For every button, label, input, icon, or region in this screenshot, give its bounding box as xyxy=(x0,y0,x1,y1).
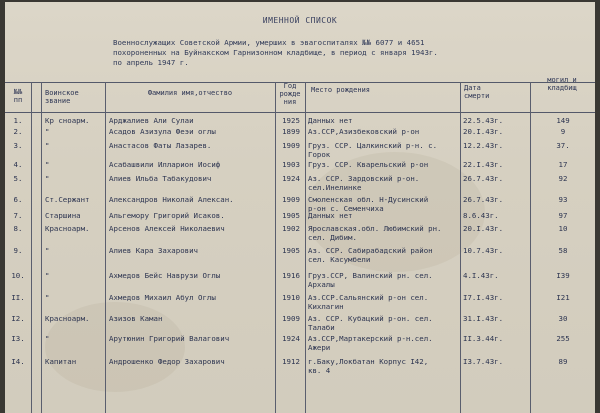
header-name: Фамилия имя,отчество xyxy=(147,89,233,97)
cell-name: Азизов Каман xyxy=(109,315,163,323)
cell-birthplace: Данных нет xyxy=(308,212,353,220)
column-divider xyxy=(31,82,32,413)
cell-death-date: 20.I.43г. xyxy=(463,128,504,136)
cell-death-date: 26.7.43г. xyxy=(463,196,504,204)
cell-birth-year: 1909 xyxy=(282,315,300,323)
cell-number: 6. xyxy=(13,196,23,204)
header-bottom-border xyxy=(5,112,595,113)
column-divider xyxy=(530,82,531,413)
cell-grave: 149 xyxy=(556,117,570,125)
cell-death-date: 10.7.43г. xyxy=(463,247,504,255)
cell-name: Ахмедов Михаил Абул Оглы xyxy=(109,294,216,302)
cell-birth-year: 1909 xyxy=(282,142,300,150)
cell-name: Анастасов Фаты Лазарев. xyxy=(109,142,212,150)
cell-rank: Старшина xyxy=(45,212,81,220)
cell-name: Альгемору Григорий Исаков. xyxy=(109,212,225,220)
cell-death-date: II.3.44г. xyxy=(463,335,504,343)
cell-death-date: 22.5.43г. xyxy=(463,117,504,125)
cell-birthplace: Аз. ССР. Зардовский р-он. сел.Инелинке xyxy=(308,175,420,192)
cell-birth-year: 1909 xyxy=(282,196,300,204)
cell-birthplace: Аз.ССР,Азизбековский р-он xyxy=(308,128,420,136)
cell-death-date: 26.7.43г. xyxy=(463,175,504,183)
cell-number: II. xyxy=(11,294,25,302)
header-death-date: Дата смерти xyxy=(464,84,490,100)
column-divider xyxy=(460,82,461,413)
cell-grave: 58 xyxy=(558,247,568,255)
cell-rank: Красноарм. xyxy=(45,315,90,323)
cell-rank: " xyxy=(45,335,50,343)
cell-name: Александров Николай Алексан. xyxy=(109,196,234,204)
cell-death-date: 31.I.43г. xyxy=(463,315,504,323)
document-sheet xyxy=(5,2,595,413)
cell-birth-year: 1905 xyxy=(282,247,300,255)
cell-grave: 93 xyxy=(558,196,568,204)
cell-name: Асабашвили Илларион Иосиф xyxy=(109,161,221,169)
column-divider xyxy=(305,82,306,413)
cell-rank: " xyxy=(45,142,50,150)
cell-number: 4. xyxy=(13,161,23,169)
cell-death-date: 22.I.43г. xyxy=(463,161,504,169)
header-grave: могил и кладбищ xyxy=(547,76,577,92)
cell-grave: 37. xyxy=(556,142,570,150)
cell-death-date: 4.I.43г. xyxy=(463,272,499,280)
cell-birthplace: Груз. ССР. Цалкинский р-н. с. Горок xyxy=(308,142,438,159)
cell-grave: 10 xyxy=(558,225,568,233)
cell-birth-year: 1924 xyxy=(282,335,300,343)
cell-birthplace: Данных нет xyxy=(308,117,353,125)
cell-grave: I21 xyxy=(556,294,570,302)
cell-rank: " xyxy=(45,175,50,183)
header-rank: Воинское звание xyxy=(45,89,79,105)
header-birth-year: Год рожде ния xyxy=(279,82,301,106)
cell-birth-year: 1902 xyxy=(282,225,300,233)
cell-name: Арсенов Алексей Николаевич xyxy=(109,225,225,233)
cell-rank: " xyxy=(45,294,50,302)
cell-birthplace: Груз.ССР, Валинский рн. сел. Архалы xyxy=(308,272,433,289)
cell-number: I4. xyxy=(11,358,25,366)
cell-grave: 92 xyxy=(558,175,568,183)
cell-name: Андрошенко Федор Захарович xyxy=(109,358,225,366)
cell-number: 1. xyxy=(13,117,23,125)
column-divider xyxy=(275,82,276,413)
cell-grave: 30 xyxy=(558,315,568,323)
header-birthplace: Место рождения xyxy=(311,86,371,94)
cell-death-date: I7.I.43г. xyxy=(463,294,504,302)
cell-name: Арутюнин Григорий Валагович xyxy=(109,335,230,343)
cell-rank: " xyxy=(45,272,50,280)
document-title: ИМЕННОЙ СПИСОК xyxy=(262,16,338,25)
cell-birth-year: 1912 xyxy=(282,358,300,366)
cell-grave: 9 xyxy=(560,128,566,136)
cell-death-date: 8.6.43г. xyxy=(463,212,499,220)
cell-birth-year: 1924 xyxy=(282,175,300,183)
cell-number: 10. xyxy=(11,272,25,280)
cell-number: 3. xyxy=(13,142,23,150)
cell-birthplace: Аз. ССР. Сабирабадский район сел. Касумбели xyxy=(308,247,433,264)
cell-grave: 17 xyxy=(558,161,568,169)
cell-rank: " xyxy=(45,247,50,255)
cell-rank: Красноарм. xyxy=(45,225,90,233)
cell-birth-year: 1916 xyxy=(282,272,300,280)
cell-number: 5. xyxy=(13,175,23,183)
cell-death-date: I3.7.43г. xyxy=(463,358,504,366)
cell-grave: I39 xyxy=(556,272,570,280)
cell-number: I2. xyxy=(11,315,25,323)
cell-number: 7. xyxy=(13,212,23,220)
column-divider xyxy=(105,82,106,413)
cell-name: Алиев Ильба Табакудович xyxy=(109,175,212,183)
cell-birthplace: Аз. ССР. Кубацкий р-он. сел. Талаби xyxy=(308,315,433,332)
cell-grave: 89 xyxy=(558,358,568,366)
cell-birthplace: Груз. ССР. Кварельский р-он xyxy=(308,161,429,169)
cell-number: 9. xyxy=(13,247,23,255)
cell-birth-year: 1910 xyxy=(282,294,300,302)
cell-death-date: 20.I.43г. xyxy=(463,225,504,233)
cell-number: I3. xyxy=(11,335,25,343)
cell-name: Асадов Азизула Феэи оглы xyxy=(109,128,216,136)
cell-grave: 255 xyxy=(556,335,570,343)
cell-rank: " xyxy=(45,128,50,136)
document-subtitle: Военнослужащих Советской Армии, умерших в эвагоспиталях №№ 6077 и 4651 похороненных на Буйнакском Гарнизонном кладбище, в период с января 1943г. по апрель 1947 г. xyxy=(113,38,438,67)
cell-grave: 97 xyxy=(558,212,568,220)
column-divider xyxy=(41,82,42,413)
cell-number: 2. xyxy=(13,128,23,136)
cell-birthplace: Аз.ССР.Сальянский р-он сел. Кихлагин xyxy=(308,294,429,311)
cell-birthplace: Смоленская обл. Н-Дусинский р-он с. Семенчиха xyxy=(308,196,429,213)
cell-name: Алиев Кара Захарович xyxy=(109,247,198,255)
cell-number: 8. xyxy=(13,225,23,233)
cell-birthplace: г.Баку,Локбатан Корпус I42, кв. 4 xyxy=(308,358,429,375)
cell-birth-year: 1899 xyxy=(282,128,300,136)
cell-birthplace: Аз.ССР,Мартакерский р-н.сел. Ажери xyxy=(308,335,433,352)
cell-rank: Капитан xyxy=(45,358,77,366)
cell-death-date: 12.2.43г. xyxy=(463,142,504,150)
header-number: №№ пп xyxy=(13,88,23,104)
cell-birthplace: Ярославская.обл. Любимский рн. сел. Дибим. xyxy=(308,225,442,242)
cell-birth-year: 1925 xyxy=(282,117,300,125)
cell-name: Арджалиев Али Сулаи xyxy=(109,117,194,125)
cell-name: Ахмедов Бейс Наврузи Оглы xyxy=(109,272,221,280)
cell-rank: Кр сноарм. xyxy=(45,117,90,125)
cell-rank: " xyxy=(45,161,50,169)
cell-birth-year: 1903 xyxy=(282,161,300,169)
cell-rank: Ст.Сержант xyxy=(45,196,90,204)
cell-birth-year: 1905 xyxy=(282,212,300,220)
